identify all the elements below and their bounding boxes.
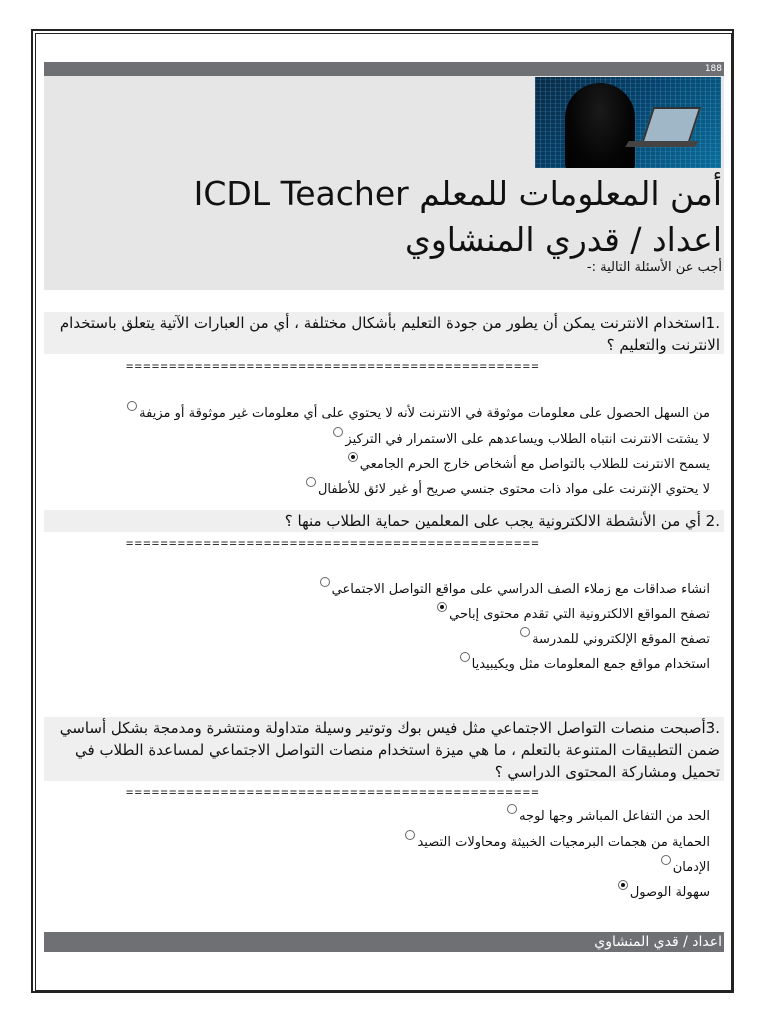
separator-2: ================================================ (126, 537, 540, 549)
footer-author: اعداد / قدي المنشاوي (594, 934, 722, 950)
top-bar (44, 62, 724, 76)
q1-option-3[interactable]: يسمح الانترنت للطلاب بالتواصل مع أشخاص خارج الحرم الجامعي (360, 456, 710, 474)
radio-button-checked[interactable] (348, 452, 358, 462)
header-section (44, 76, 724, 290)
radio-button[interactable] (306, 477, 316, 487)
radio-button[interactable] (320, 577, 330, 587)
separator-1: ================================================ (126, 360, 540, 372)
q3-option-2[interactable]: الحماية من هجمات البرمجيات الخبيثة ومحاولات التصيد (417, 834, 710, 852)
author-heading: اعداد / قدري المنشاوي (404, 220, 722, 259)
question-1: .1استخدام الانترنت يمكن أن يطور من جودة التعليم بأشكال مختلفة ، أي من العبارات الآتية يتعلق باستخدام الانترنت والتعليم ؟ (44, 312, 724, 354)
radio-button[interactable] (661, 855, 671, 865)
footer-bar (44, 932, 724, 952)
q2-option-2[interactable]: تصفح المواقع الالكترونية التي تقدم محتوى إباحي (449, 606, 710, 624)
q3-option-4[interactable]: سهولة الوصول (630, 884, 710, 902)
q2-option-4[interactable]: استخدام مواقع جمع المعلومات مثل ويكيبيديا (472, 656, 710, 674)
q3-option-1[interactable]: الحد من التفاعل المباشر وجها لوجه (519, 808, 710, 826)
radio-button-checked[interactable] (618, 880, 628, 890)
q1-option-4[interactable]: لا يحتوي الإنترنت على مواد ذات محتوى جنسي صريح أو غير لائق للأطفال (318, 481, 710, 499)
q1-option-1[interactable]: من السهل الحصول على معلومات موثوقة في الانترنت لأنه لا يحتوي على أي معلومات غير موثوقة أو مزيفة (139, 405, 710, 423)
separator-3: ================================================ (126, 786, 540, 798)
page-title: أمن المعلومات للمعلم ICDL Teacher (193, 174, 722, 213)
q2-option-3[interactable]: تصفح الموقع الإلكتروني للمدرسة (532, 631, 710, 649)
radio-button[interactable] (520, 627, 530, 637)
hacker-image (535, 77, 721, 168)
question-3: .3أصبحت منصات التواصل الاجتماعي مثل فيس بوك وتوتير وسيلة متداولة ومنتشرة ومدمجة بشكل أساسي ضمن التطبيقات المتنوعة بالتعلم ، ما هي ميزة استخدام منصات التواصل الاجتماعي لمساعدة الطلاب في تحميل ومشاركة المحتوى الدراسي ؟ (44, 717, 724, 781)
q2-option-1[interactable]: انشاء صداقات مع زملاء الصف الدراسي على مواقع التواصل الاجتماعي (332, 581, 710, 599)
question-2: .2 أي من الأنشطة الالكترونية يجب على المعلمين حماية الطلاب منها ؟ (44, 510, 724, 532)
radio-button[interactable] (460, 652, 470, 662)
instruction-text: أجب عن الأسئلة التالية :- (586, 260, 722, 275)
q1-option-2[interactable]: لا يشتت الانترنت انتباه الطلاب ويساعدهم على الاستمرار في التركيز (345, 431, 710, 449)
page-number: 188 (704, 64, 722, 74)
radio-button[interactable] (507, 804, 517, 814)
q3-option-3[interactable]: الإدمان (673, 859, 710, 877)
